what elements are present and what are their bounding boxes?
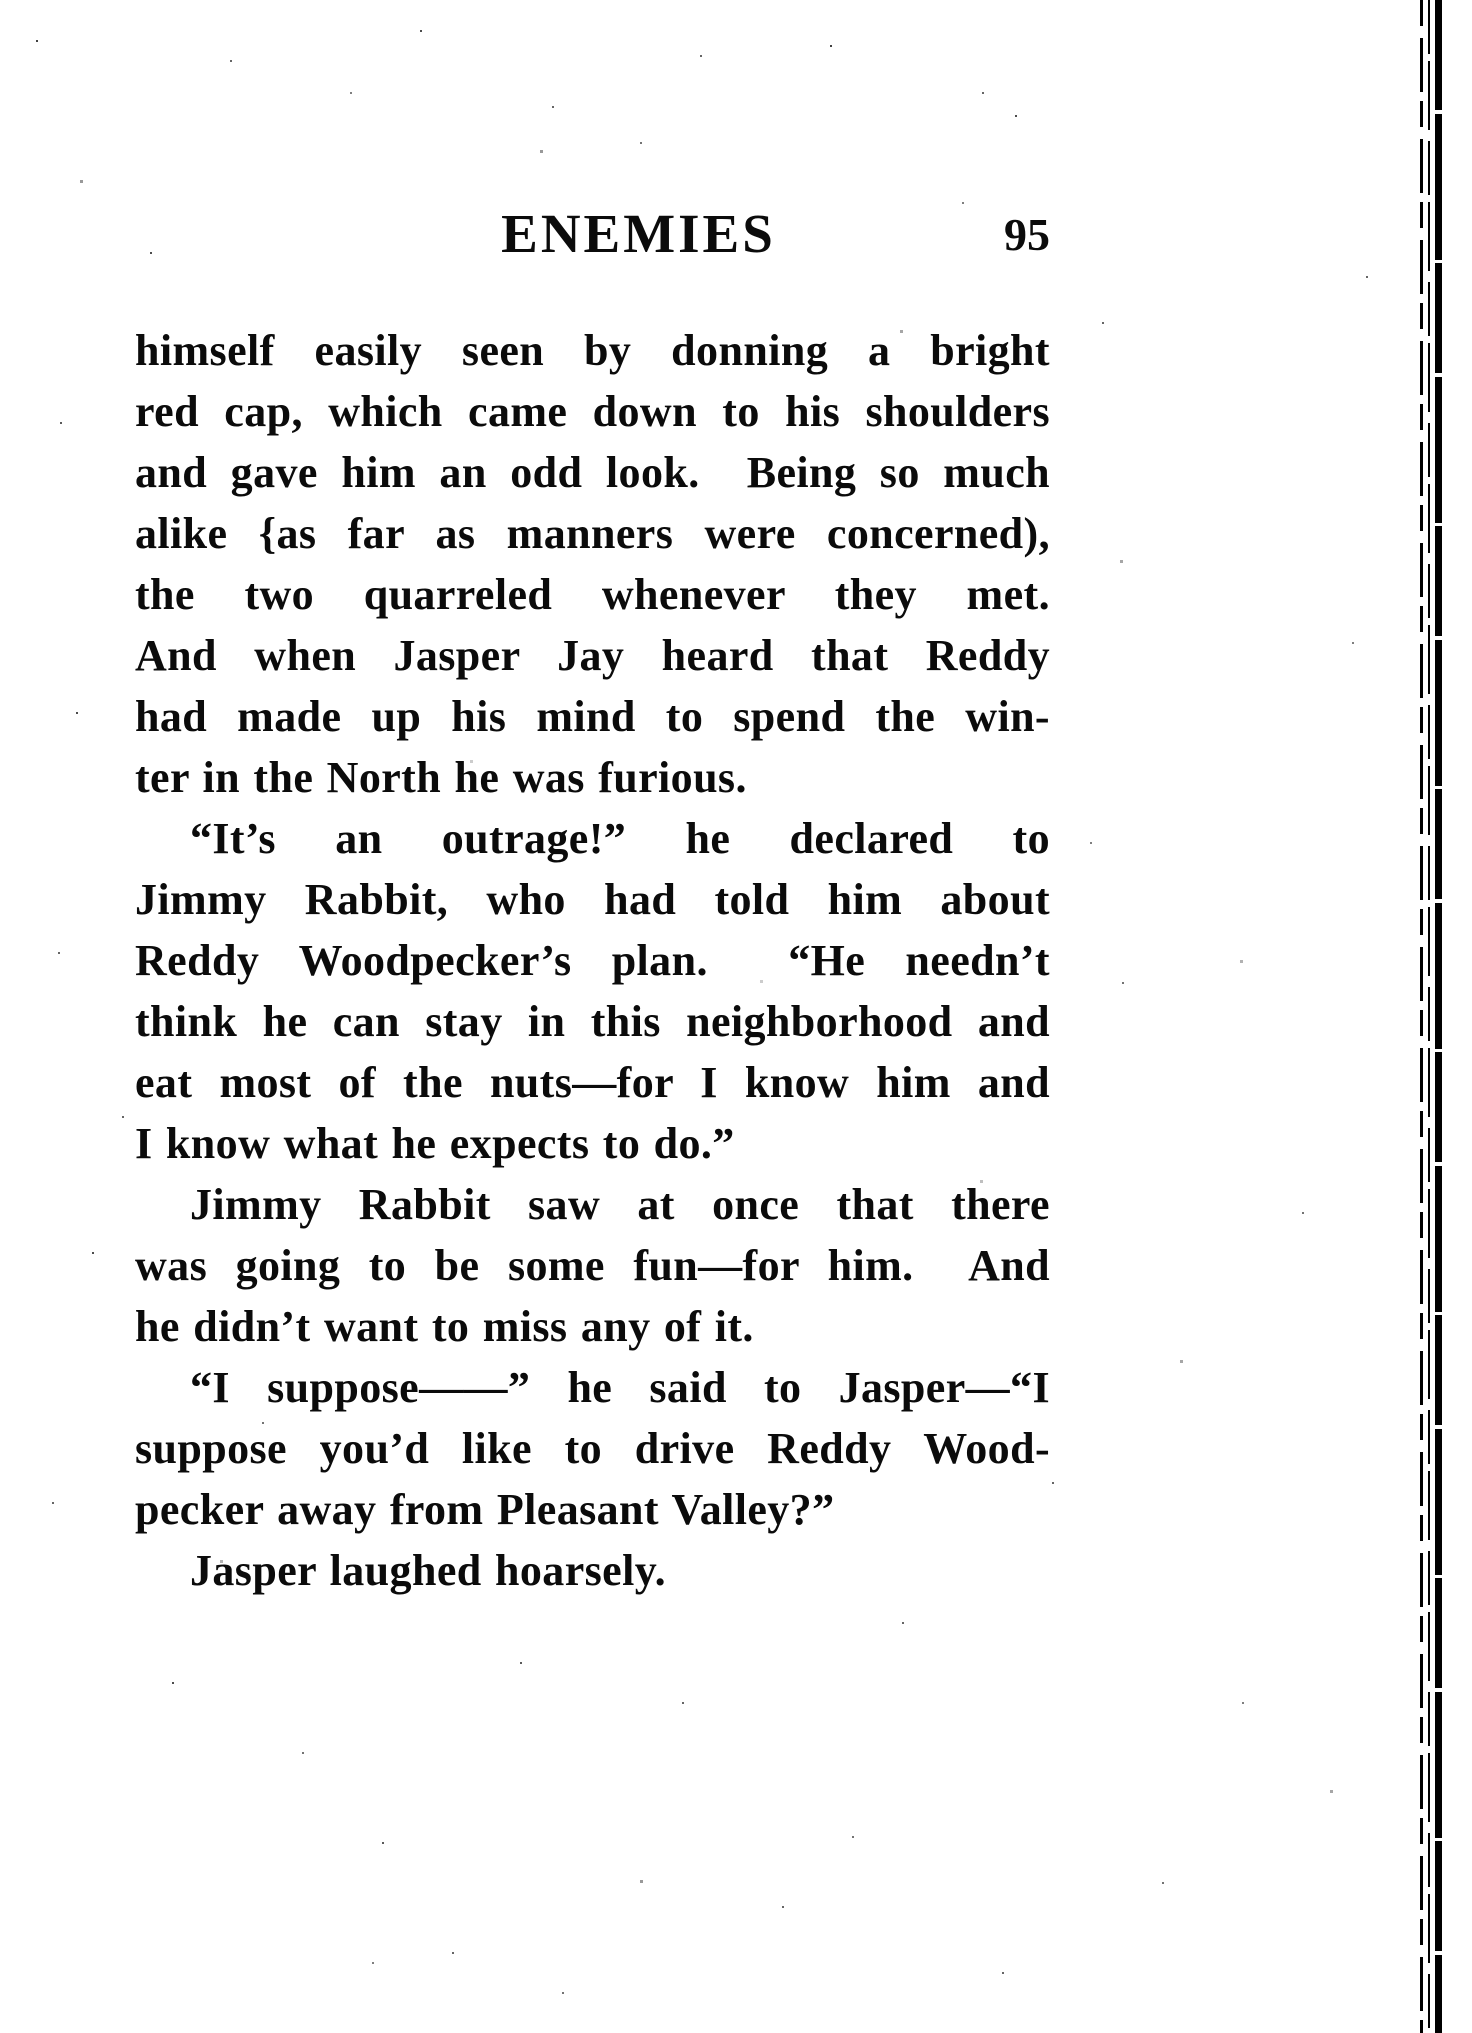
- text-line: “It’s an outrage!” he declared to: [190, 814, 1050, 863]
- text-line: red cap, which came down to his shoulders: [135, 387, 1050, 436]
- page-header: [135, 203, 1050, 266]
- text-line: Reddy Woodpecker’s plan. “He needn’t: [135, 936, 1050, 985]
- text-line: had made up his mind to spend the win-: [135, 692, 1050, 741]
- text-line: ter in the North he was furious.: [135, 753, 747, 802]
- text-line: alike {as far as manners were concerned),: [135, 509, 1050, 558]
- text-line: the two quarreled whenever they met.: [135, 570, 1050, 619]
- page-number: 95: [1004, 209, 1050, 260]
- text-line: suppose you’d like to drive Reddy Wood-: [135, 1424, 1050, 1473]
- text-line: Jimmy Rabbit, who had told him about: [135, 875, 1050, 924]
- text-line: Jasper laughed hoarsely.: [190, 1546, 667, 1595]
- text-line: I know what he expects to do.”: [135, 1119, 735, 1168]
- page-title: ENEMIES: [501, 203, 776, 264]
- scan-noise-dots: [0, 0, 3, 3]
- text-block: [135, 320, 1050, 1601]
- page-edge-artifact: [1420, 0, 1423, 2033]
- text-line: was going to be some fun—for him. And: [135, 1241, 1050, 1290]
- text-line: think he can stay in this neighborhood and: [135, 997, 1050, 1046]
- text-line: eat most of the nuts—for I know him and: [135, 1058, 1050, 1107]
- text-line: himself easily seen by donning a bright: [135, 326, 1050, 375]
- text-line: pecker away from Pleasant Valley?”: [135, 1485, 835, 1534]
- text-line: he didn’t want to miss any of it.: [135, 1302, 754, 1351]
- text-line: Jimmy Rabbit saw at once that there: [190, 1180, 1050, 1229]
- page-edge-artifact: [1435, 0, 1442, 2033]
- page-edge-artifact: [1428, 0, 1430, 2033]
- text-line: And when Jasper Jay heard that Reddy: [135, 631, 1050, 680]
- text-line: and gave him an odd look. Being so much: [135, 448, 1050, 497]
- text-line: “I suppose——” he said to Jasper—“I: [190, 1363, 1050, 1412]
